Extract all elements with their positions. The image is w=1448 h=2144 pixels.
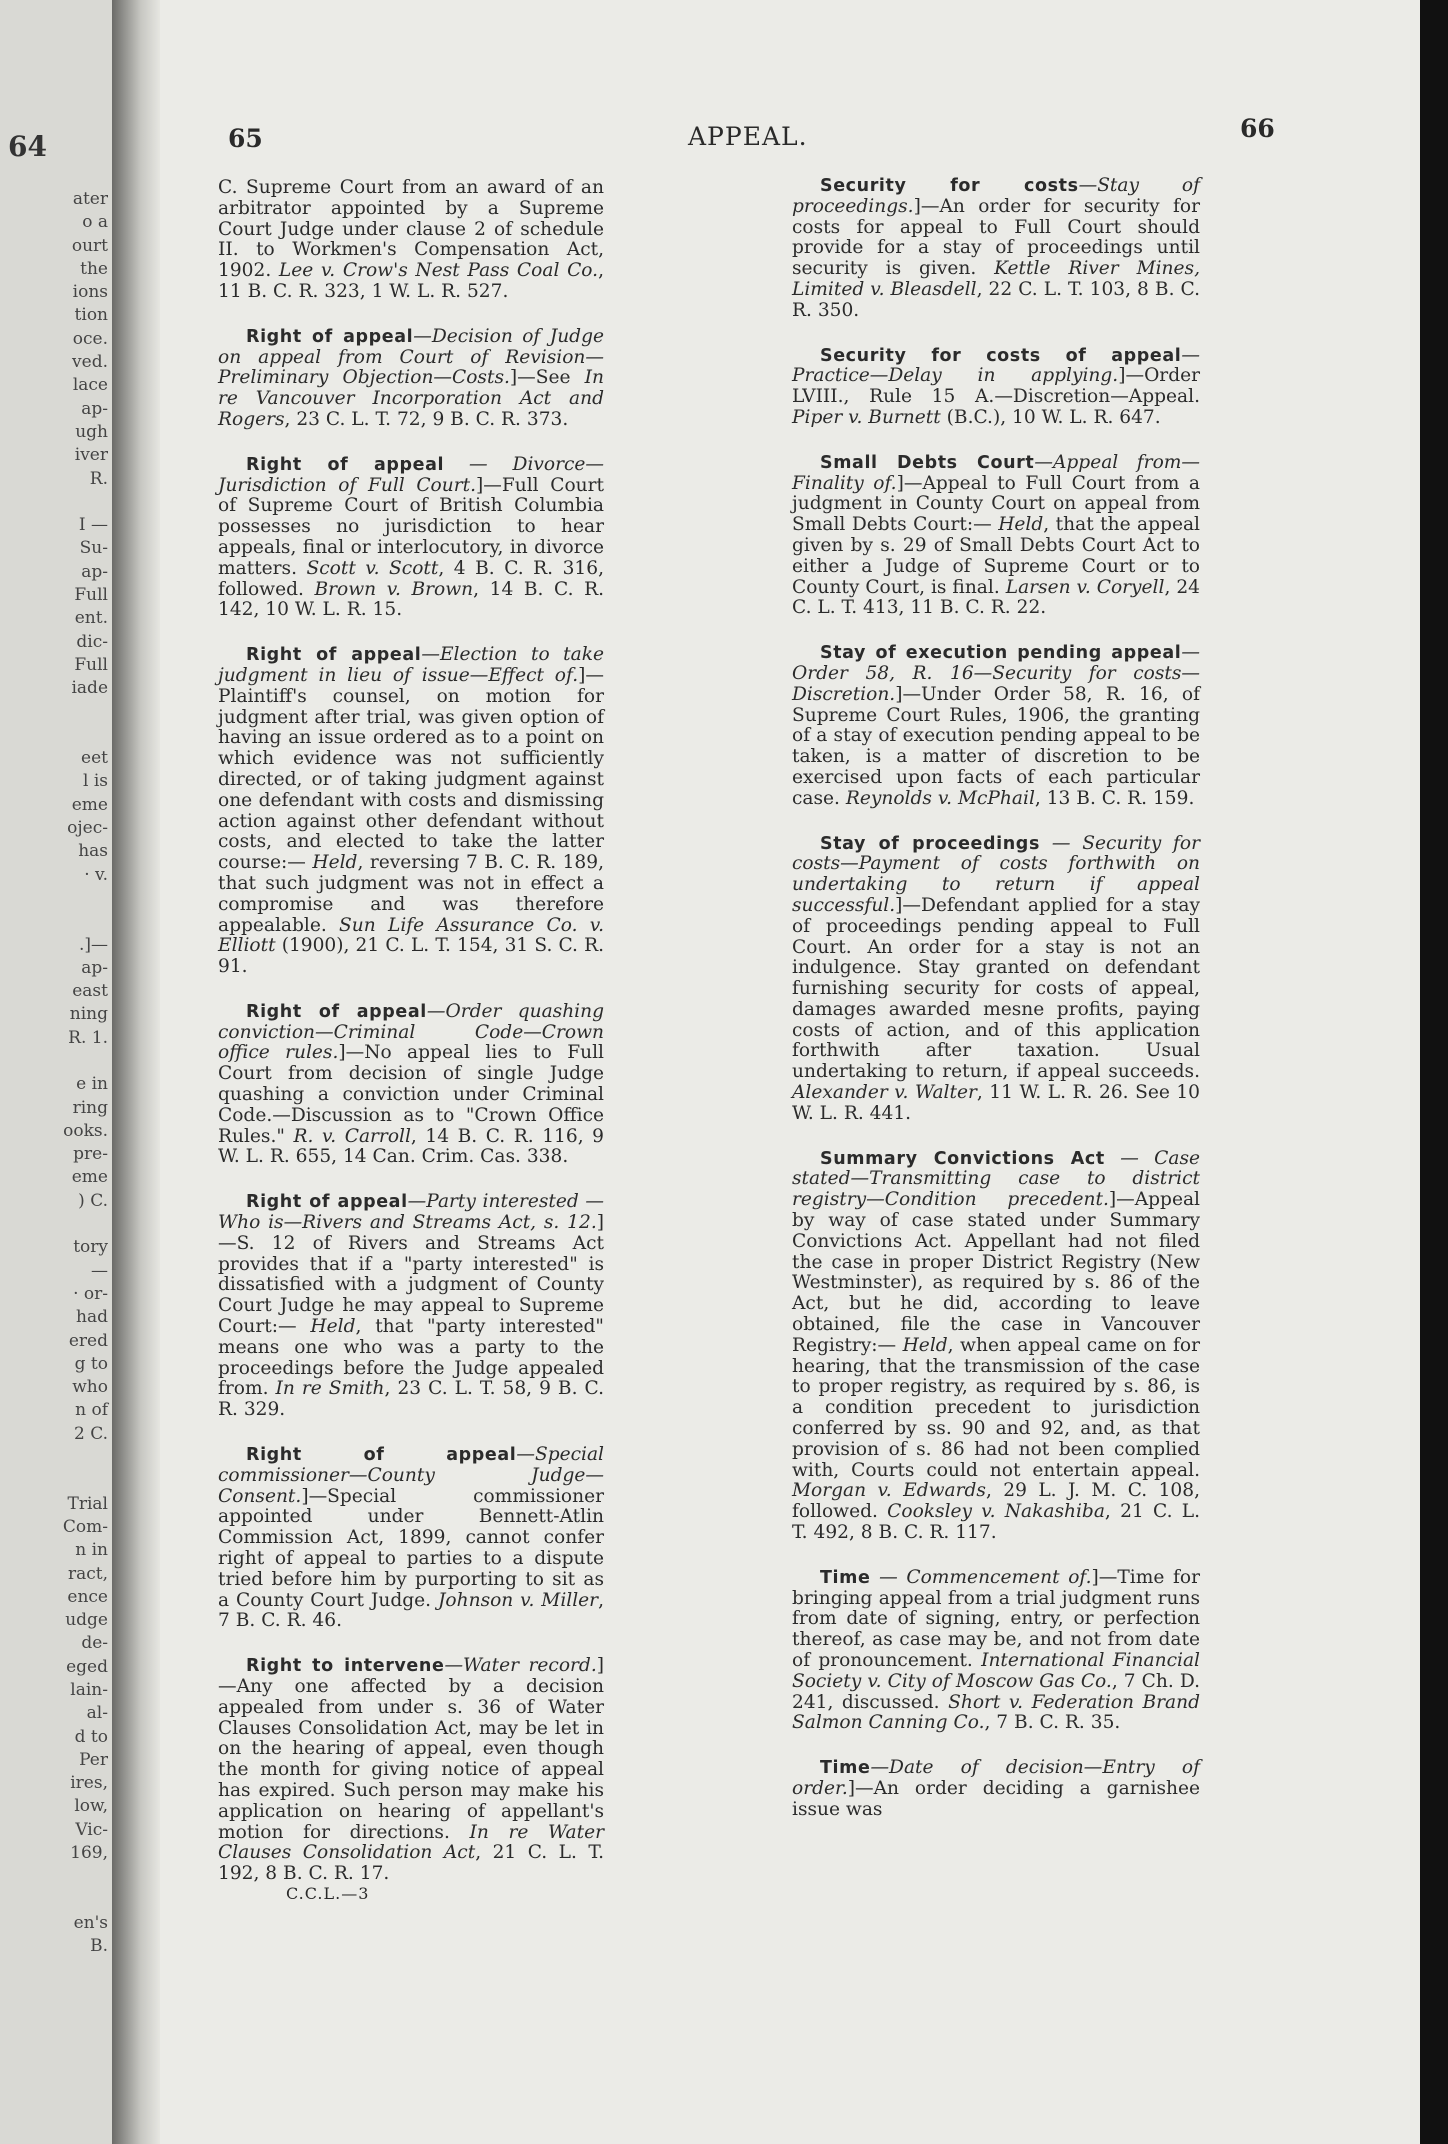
case-citation: Sun Life Assurance Co. v. Elliott xyxy=(218,914,605,957)
entry-heading: Stay of execution pending appeal xyxy=(820,643,1182,664)
facing-line xyxy=(18,887,108,910)
held-word: Held xyxy=(998,514,1044,536)
citation-reference: , 21 C. L. T. 492, 8 B. C. R. 117. xyxy=(792,1501,1200,1544)
facing-line: Com- xyxy=(62,1516,108,1537)
digest-entry xyxy=(792,176,1200,322)
facing-line: ent. xyxy=(74,608,108,629)
citation-reference: , 11 B. C. R. 323, 1 W. L. R. 527. xyxy=(218,260,604,302)
facing-line: ojec- xyxy=(67,818,108,839)
running-header xyxy=(160,110,1420,160)
facing-line xyxy=(18,491,108,514)
facing-line: Su- xyxy=(79,538,108,559)
facing-page-fragment xyxy=(0,0,112,2144)
entry-subject: — Case stated—Transmitting case to district registry—Condition precedent. xyxy=(792,1147,1200,1211)
digest-entry xyxy=(792,346,1200,429)
facing-line: n of xyxy=(75,1400,108,1421)
entry-subject: —Order quashing conviction—Criminal Code—Crown office rules. xyxy=(218,1000,604,1064)
facing-line: ugh xyxy=(75,421,108,442)
entry-text: ]—Time for bringing appeal from a trial judgment runs from date of signing, entry, or perfection thereof, as case may be, and not from date of pronouncement. xyxy=(792,1566,1200,1671)
case-citation: International Financial Society v. City of Moscow Gas Co. xyxy=(792,1650,1200,1692)
facing-line: o a xyxy=(82,212,108,233)
case-citation: R. v. Carroll xyxy=(293,1125,411,1147)
entry-text: , that the appeal given by s. 29 of Small Debts Court Act to either a Judge of Supreme Court or to County Court, is final. xyxy=(792,514,1200,598)
page-number-left: 65 xyxy=(228,124,263,153)
facing-line: eme xyxy=(71,1167,108,1188)
facing-line: who xyxy=(72,1377,108,1398)
facing-line: the xyxy=(80,258,108,279)
entry-text: ]—Defendant applied for a stay of proceedings pending appeal to Full Court. An order for a stay is not an indulgence. Stay granted on defendant furnishing security for costs of appeal, damages awarded mesne profits, paying costs of action, and of this application forthwith after taxation. Usual undertaking to return, if appeal succeeds. xyxy=(792,894,1200,1083)
entry-text: C. Supreme Court from an award of an arbitrator appointed by a Supreme Court Judge under clause 2 of schedule II. to Workmen's Compensation Act, 1902. xyxy=(218,177,604,282)
digest-entry xyxy=(218,455,604,621)
facing-line xyxy=(18,1050,108,1073)
citation-reference: , 23 C. L. T. 58, 9 B. C. R. 329. xyxy=(218,1378,605,1421)
facing-line: — xyxy=(91,1260,108,1281)
facing-line: · v. xyxy=(84,864,108,885)
entry-text: ]—Appeal by way of case stated under Summary Convictions Act. Appellant had not filed the case in proper District Registry (New Westminster), as required by s. 86 of the Act, but he did, according to leave obtained, file the case in Vancouver Registry:— xyxy=(792,1189,1200,1356)
entry-subject: —Order 58, R. 16—Security for costs—Discretion. xyxy=(792,642,1200,705)
facing-line xyxy=(18,701,108,724)
digest-entry xyxy=(218,1445,604,1632)
case-citation: Johnson v. Miller xyxy=(437,1589,599,1611)
facing-line: B. xyxy=(90,1936,108,1957)
case-citation: Short v. Federation Brand Salmon Canning Co. xyxy=(792,1691,1200,1734)
citation-reference: , 23 C. L. T. 72, 9 B. C. R. 373. xyxy=(284,408,569,430)
page-number-right: 66 xyxy=(1240,114,1275,143)
case-citation: In re Smith xyxy=(275,1378,385,1400)
citation-reference: , 7 B. C. R. 46. xyxy=(218,1589,604,1632)
facing-line xyxy=(18,910,108,933)
entry-heading: Right to intervene xyxy=(246,1656,445,1677)
entry-text: ]—S. 12 of Rivers and Streams Act provides that if a "party interested" is dissatisfied with a judgment of County Court Judge he may appeal to Supreme Court:— xyxy=(218,1212,604,1338)
facing-line xyxy=(18,724,108,747)
digest-entry xyxy=(218,645,604,978)
entry-text: ]—Plaintiff's counsel, on motion for judgment after trial, was given option of having an issue ordered as to a point on which evidence was not sufficiently directed, or of taking judgment against one defendant with costs and dismissing action against other defendant without costs, and elected to take the latter course:— xyxy=(218,664,604,874)
facing-line: eme xyxy=(71,794,108,815)
citation-reference: , 13 B. C. R. 159. xyxy=(1034,787,1195,809)
facing-line xyxy=(18,1889,108,1912)
digest-entry xyxy=(218,1002,604,1168)
citation-reference: , 24 C. L. T. 413, 11 B. C. R. 22. xyxy=(792,576,1200,619)
facing-line: R. 1. xyxy=(68,1027,108,1048)
citation-reference: , 22 C. L. T. 103, 8 B. C. R. 350. xyxy=(792,278,1200,321)
digest-entry xyxy=(792,834,1200,1125)
book-gutter xyxy=(112,0,160,2144)
facing-line xyxy=(18,1213,108,1236)
entry-heading: Time xyxy=(820,1567,871,1588)
facing-line: low, xyxy=(74,1796,108,1817)
entry-subject: —Party interested — Who is—Rivers and Streams Act, s. 12. xyxy=(218,1191,604,1234)
case-citation: In re Water Clauses Consolidation Act xyxy=(218,1821,604,1864)
held-word: Held xyxy=(902,1334,948,1356)
entry-subject: —Stay of proceedings. xyxy=(792,175,1200,217)
facing-line: oce. xyxy=(72,328,108,349)
facing-line: ract, xyxy=(67,1563,108,1584)
entry-text: , that "party interested" means one who was a party to the proceedings before the Judge appealed from. xyxy=(218,1316,604,1400)
citation-reference: (1900), 21 C. L. T. 154, 31 S. C. R. 91. xyxy=(218,935,604,978)
held-word: Held xyxy=(310,1316,356,1338)
digest-entry xyxy=(792,453,1200,619)
facing-line: ning xyxy=(69,1004,108,1025)
entry-text: ]—See xyxy=(509,367,585,389)
digest-entry xyxy=(218,327,604,431)
entry-subject: —Decision of Judge on appeal from Court of Revision—Preliminary Objection—Costs. xyxy=(218,325,604,389)
facing-line: I — xyxy=(78,515,108,536)
digest-entry xyxy=(218,178,604,303)
entry-heading: Summary Convictions Act xyxy=(820,1148,1105,1169)
digest-entry xyxy=(792,1149,1200,1544)
citation-reference: , 14 B. C. R. 116, 9 W. L. R. 655, 14 Can. Crim. Cas. 338. xyxy=(218,1125,604,1168)
case-citation: In re Vancouver Incorporation Act and Rogers xyxy=(218,367,604,430)
entry-text: ]—Full Court of Supreme Court of British Columbia possesses no jurisdiction to hear appeals, final or interlocutory, in divorce matters. xyxy=(218,474,604,579)
entry-heading: Small Debts Court xyxy=(820,452,1035,473)
facing-line: dic- xyxy=(76,631,108,652)
held-word: Held xyxy=(312,852,358,874)
entry-subject: — Commencement of. xyxy=(870,1566,1092,1588)
facing-line: R. xyxy=(89,468,108,489)
facing-line: l is xyxy=(82,771,108,792)
facing-line: iver xyxy=(74,445,108,466)
digest-entry xyxy=(792,643,1200,809)
facing-line: ooks. xyxy=(63,1120,108,1141)
case-citation: Larsen v. Coryell xyxy=(1005,576,1165,598)
entry-subject: —Water record. xyxy=(444,1655,597,1677)
case-citation: Reynolds v. McPhail xyxy=(845,787,1035,809)
facing-line: 169, xyxy=(70,1843,108,1864)
entry-heading: Right of appeal xyxy=(246,1001,427,1022)
facing-line xyxy=(18,1446,108,1469)
entry-text: ]—Under Order 58, R. 16, of Supreme Court Rules, 1906, the granting of a stay of execution pending appeal to be taken, is a matter of discretion to be exercised upon facts of each particular case. xyxy=(792,683,1200,809)
facing-line: lace xyxy=(72,375,108,396)
facing-page-text xyxy=(18,188,108,1959)
facing-line: had xyxy=(76,1307,108,1328)
entry-heading: Right of appeal xyxy=(246,645,422,666)
entry-text: , reversing 7 B. C. R. 189, that such judgment was not in effect a compromise and was therefore appealable. xyxy=(218,852,605,936)
entry-text: ]—An order for security for costs for appeal to Full Court should provide for a stay of proceedings until security is given. xyxy=(792,195,1200,280)
facing-line: eged xyxy=(66,1656,108,1677)
facing-line: e in xyxy=(76,1074,108,1095)
facing-line xyxy=(18,1469,108,1492)
scan-edge xyxy=(1420,0,1448,2144)
facing-line: ater xyxy=(72,189,108,209)
facing-line: ions xyxy=(72,282,108,303)
case-citation: Lee v. Crow's Nest Pass Coal Co. xyxy=(278,260,599,282)
page xyxy=(160,0,1420,2144)
case-citation: Scott v. Scott xyxy=(306,557,439,579)
entry-heading: Security for costs xyxy=(820,176,1079,196)
facing-line: n in xyxy=(75,1540,108,1561)
citation-reference: , 4 B. C. R. 316, followed. xyxy=(218,557,605,600)
facing-line: ires, xyxy=(70,1773,108,1794)
digest-entry xyxy=(792,1568,1200,1734)
entry-text: , when appeal came on for hearing, that the transmission of the case to proper registry, as required by s. 86, is a condition precedent to jurisdiction conferred by ss. 90 and 92, and, as that provision of s. 86 had not been complied with, Courts could not entertain appeal. xyxy=(792,1334,1200,1481)
entry-subject: —Appeal from—Finality of. xyxy=(792,451,1200,494)
facing-line: ring xyxy=(72,1097,108,1118)
case-citation: Kettle River Mines, Limited v. Bleasdell xyxy=(792,258,1200,300)
facing-line: en's xyxy=(73,1912,108,1933)
facing-line: Vic- xyxy=(75,1819,108,1840)
facing-line: ved. xyxy=(72,352,108,373)
citation-reference: , 7 Ch. D. 241, discussed. xyxy=(792,1670,1200,1713)
facing-line: ) C. xyxy=(78,1190,108,1211)
facing-line: udge xyxy=(65,1610,108,1631)
running-title: APPEAL. xyxy=(688,122,808,151)
entry-heading: Stay of proceedings xyxy=(820,833,1040,854)
facing-line: Per xyxy=(79,1749,108,1770)
entry-text: ]—Special commissioner appointed under Bennett-Atlin Commission Act, 1899, cannot confer right of appeal to parties to a dispute tried before him by purporting to sit as a County Court Judge. xyxy=(218,1485,604,1611)
entry-text: ]—No appeal lies to Full Court from decision of single Judge quashing a conviction under Criminal Code.—Discussion as to "Crown Office Rules." xyxy=(218,1042,604,1147)
entry-heading: Right of appeal xyxy=(246,1445,517,1466)
case-citation: Piper v. Burnett xyxy=(792,406,941,428)
entry-text: ]—Appeal to Full Court from a judgment in County Court on appeal from Small Debts Court:— xyxy=(792,472,1201,536)
entry-subject: — Security for costs—Payment of costs forthwith on undertaking to return if appeal successful. xyxy=(792,832,1201,916)
entry-text: ]—Any one affected by a decision appealed from under s. 36 of Water Clauses Consolidation Act, may be let in on the hearing of appeal, even though the month for giving notice of appeal has expired. Such person may make his application on hearing of appellant's motion for directions. xyxy=(218,1655,605,1843)
facing-line xyxy=(18,1865,108,1888)
citation-reference: , 14 B. C. R. 142, 10 W. L. R. 15. xyxy=(218,578,604,621)
facing-line: Trial xyxy=(67,1493,108,1514)
facing-line: al- xyxy=(86,1703,108,1724)
entry-heading: Right of appeal xyxy=(246,326,414,347)
entry-subject: — Divorce—Jurisdiction of Full Court. xyxy=(218,453,604,496)
right-column xyxy=(792,176,1200,1845)
citation-reference: (B.C.), 10 W. L. R. 647. xyxy=(940,406,1161,428)
digest-entry xyxy=(218,1192,604,1421)
entry-heading: Right of appeal xyxy=(246,454,445,475)
citation-reference: , 21 C. L. T. 192, 8 B. C. R. 17. xyxy=(218,1842,604,1885)
case-citation: Morgan v. Edwards xyxy=(792,1480,986,1502)
facing-line: ap- xyxy=(81,561,108,582)
facing-line: Full xyxy=(74,585,108,606)
facing-line: Full xyxy=(74,654,108,675)
facing-line: pre- xyxy=(73,1144,108,1165)
facing-line: g to xyxy=(74,1353,108,1374)
citation-reference: , 7 B. C. R. 35. xyxy=(984,1712,1121,1734)
signature-mark: C.C.L.—3 xyxy=(286,1884,370,1903)
entry-subject: —Date of decision—Entry of order. xyxy=(792,1757,1200,1799)
facing-line: tory xyxy=(73,1237,108,1258)
entry-heading: Time xyxy=(820,1758,871,1779)
entry-text: ]—An order deciding a garnishee issue was xyxy=(792,1777,1200,1820)
facing-line: has xyxy=(78,841,108,862)
entry-subject: —Special commissioner—County Judge—Consent. xyxy=(218,1444,604,1507)
facing-line: lain- xyxy=(70,1680,108,1700)
entry-subject: —Election to take judgment in lieu of issue—Effect of. xyxy=(218,644,604,686)
digest-entry xyxy=(792,1758,1200,1820)
entry-heading: Right of appeal xyxy=(246,1192,408,1213)
case-citation: Cooksley v. Nakashiba xyxy=(887,1501,1105,1523)
citation-reference: , 29 L. J. M. C. 108, followed. xyxy=(792,1480,1200,1523)
facing-line: · or- xyxy=(73,1283,108,1304)
facing-line: ered xyxy=(68,1330,108,1351)
facing-line: iade xyxy=(71,678,108,699)
facing-line: ap- xyxy=(81,957,108,978)
citation-reference: , 11 W. L. R. 26. See 10 W. L. R. 441. xyxy=(792,1082,1201,1124)
facing-line: ap- xyxy=(81,398,108,419)
facing-page-number: 64 xyxy=(8,130,47,163)
facing-line: de- xyxy=(81,1633,108,1654)
left-column xyxy=(218,178,604,1909)
digest-entry xyxy=(218,1656,604,1885)
entry-subject: —Practice—Delay in applying. xyxy=(792,344,1200,387)
facing-line: ence xyxy=(67,1586,108,1607)
facing-line: d to xyxy=(74,1726,108,1747)
case-citation: Brown v. Brown xyxy=(314,578,474,600)
facing-line: ourt xyxy=(71,235,108,256)
facing-line: .]— xyxy=(78,934,108,955)
facing-line: 2 C. xyxy=(73,1423,108,1444)
entry-heading: Security for costs of appeal xyxy=(820,345,1182,366)
entry-text: ]—Order LVIII., Rule 15 A.—Discretion—Appeal. xyxy=(792,365,1200,408)
facing-line: tion xyxy=(74,305,108,326)
facing-line: eet xyxy=(81,748,108,769)
facing-line: east xyxy=(72,981,108,1002)
case-citation: Alexander v. Walter xyxy=(792,1082,977,1104)
